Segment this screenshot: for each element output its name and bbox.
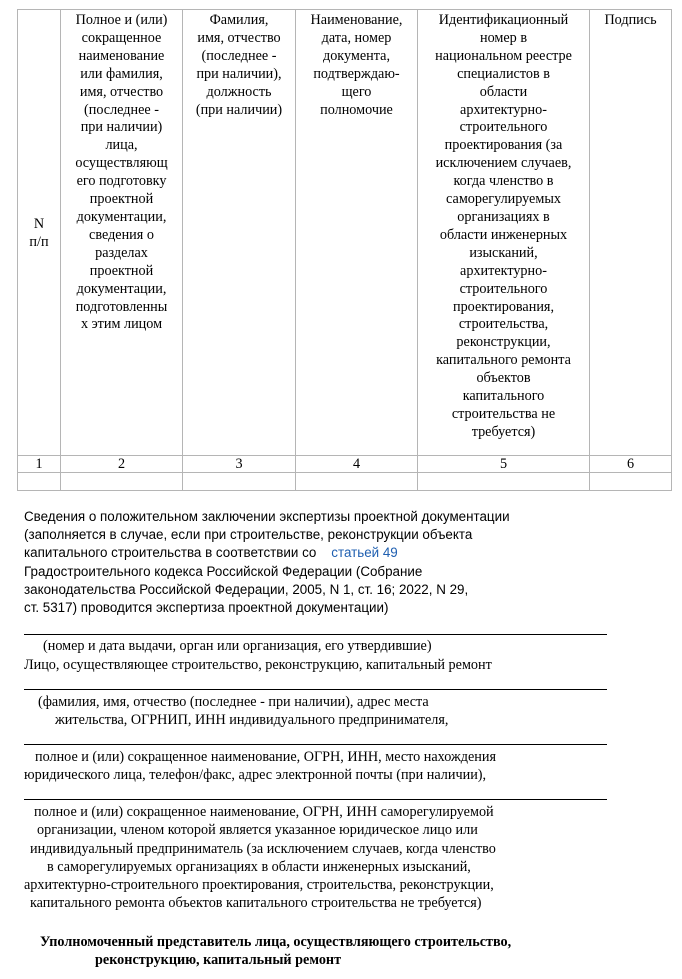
- expertise-line: (заполняется в случае, если при строительстве, реконструкции объекта: [24, 527, 473, 542]
- sro-caption: архитектурно-строительного проектирования, строительства, реконструкции,: [24, 877, 494, 893]
- column-number-cell: 2: [61, 456, 183, 473]
- table-row: [18, 473, 672, 491]
- header-cell-signature: Подпись: [590, 10, 672, 456]
- header-cell-preparer: Полное и (или) сокращенное наименование или фамилия, имя, отчество (последнее - при наличии) лица, осуществляющ его подготовку проектной документации, сведения о разделах проектной документации, подготовленны х этим лицом: [61, 10, 183, 456]
- legal-entity-field[interactable]: [24, 744, 607, 745]
- column-number-cell: 1: [18, 456, 61, 473]
- table-cell[interactable]: [61, 473, 183, 491]
- expertise-line: Градостроительного кодекса Российской Федерации (Собрание: [24, 564, 423, 579]
- sro-field[interactable]: [24, 799, 607, 800]
- table-cell[interactable]: [18, 473, 61, 491]
- header-cell-number: N п/п: [18, 10, 61, 456]
- article-49-link[interactable]: статьей 49: [331, 545, 398, 560]
- individual-entrepreneur-field[interactable]: [24, 689, 607, 690]
- header-cell-registry-id: Идентификационный номер в национальном реестре специалистов в области архитектурно- строительного проектирования (за исключением случаев, когда членство в саморегулируемых организациях в области инженерных изысканий, архитектурно- строительного проектирования, строительства, реконструкции, капитального ремонта объектов капитального строительства не требуется): [418, 10, 590, 456]
- column-number-cell: 4: [296, 456, 418, 473]
- table-number-row: [18, 456, 672, 473]
- table-cell[interactable]: [418, 473, 590, 491]
- representative-title: Уполномоченный представитель лица, осуществляющего строительство,: [40, 934, 512, 950]
- individual-caption: жительства, ОГРНИП, ИНН индивидуального предпринимателя,: [55, 712, 449, 728]
- expertise-line: капитального строительства в соответствии со статьей 49: [24, 545, 398, 560]
- table-header-row: [18, 10, 672, 456]
- sro-caption: организации, членом которой является указанное юридическое лицо или: [37, 822, 478, 838]
- header-cell-person: Фамилия, имя, отчество (последнее - при наличии), должность (при наличии): [183, 10, 296, 456]
- header-cell-document: Наименование, дата, номер документа, подтверждаю- щего полномочие: [296, 10, 418, 456]
- table-cell[interactable]: [183, 473, 296, 491]
- table-cell[interactable]: [590, 473, 672, 491]
- expertise-line: законодательства Российской Федерации, 2005, N 1, ст. 16; 2022, N 29,: [24, 582, 469, 597]
- expertise-line: ст. 5317) проводится экспертиза проектной документации): [24, 600, 389, 615]
- table-cell[interactable]: [296, 473, 418, 491]
- sro-caption: полное и (или) сокращенное наименование, ОГРН, ИНН саморегулируемой: [34, 804, 494, 820]
- expertise-paragraph: [24, 508, 576, 620]
- representative-title: реконструкцию, капитальный ремонт: [95, 952, 342, 968]
- sro-caption: в саморегулируемых организациях в области инженерных изысканий,: [47, 859, 471, 875]
- expertise-conclusion-field[interactable]: [24, 634, 607, 635]
- column-number-cell: 3: [183, 456, 296, 473]
- issue-caption: (номер и дата выдачи, орган или организация, его утвердившие): [43, 638, 432, 654]
- expertise-line: Сведения о положительном заключении экспертизы проектной документации: [24, 509, 510, 524]
- column-number-cell: 5: [418, 456, 590, 473]
- column-number-cell: 6: [590, 456, 672, 473]
- sro-caption: капитального ремонта объектов капитального строительства не требуется): [30, 895, 482, 911]
- sro-caption: индивидуальный предприниматель (за исключением случаев, когда членство: [30, 841, 496, 857]
- legal-caption: полное и (или) сокращенное наименование, ОГРН, ИНН, место нахождения: [35, 749, 497, 765]
- specialists-table: [17, 9, 672, 491]
- individual-caption: (фамилия, имя, отчество (последнее - при наличии), адрес места: [38, 694, 429, 710]
- developer-title: Лицо, осуществляющее строительство, реконструкцию, капитальный ремонт: [24, 657, 492, 673]
- legal-caption: юридического лица, телефон/факс, адрес электронной почты (при наличии),: [24, 767, 487, 783]
